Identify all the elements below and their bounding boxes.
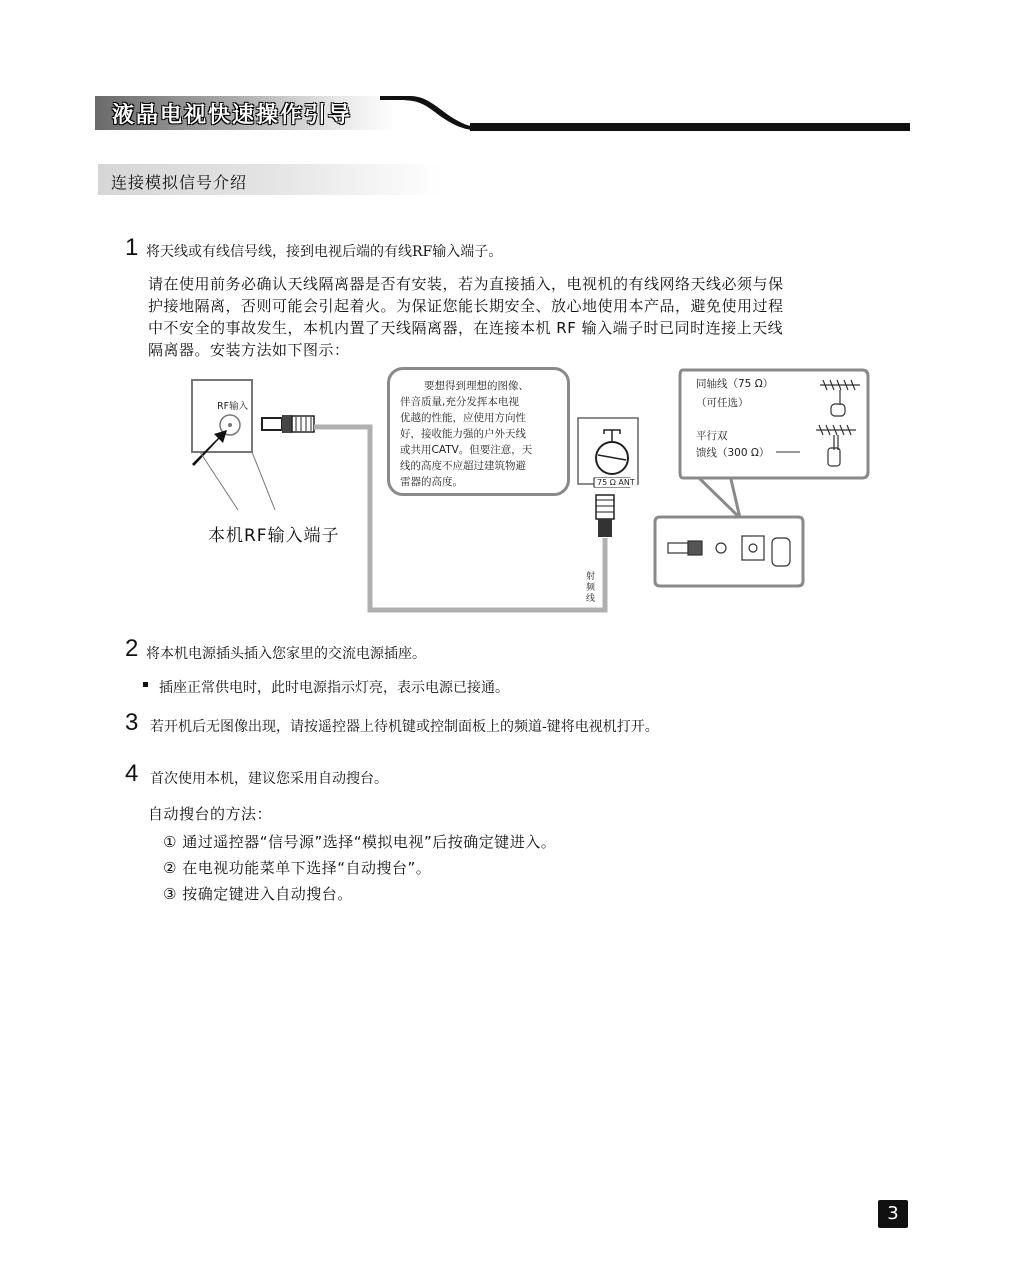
feeder-label: 馈线（300 Ω）: [696, 447, 770, 459]
bubble-line: 或共用CATV。但要注意，天: [400, 444, 533, 456]
paragraph-line: 隔离器。安装方法如下图示：: [148, 341, 350, 359]
bubble-line: 好，接收能力强的户外天线: [400, 428, 526, 440]
parallel-label: 平行双: [696, 430, 728, 442]
list-item: ③ 按确定键进入自动搜台。: [163, 885, 353, 903]
step-4-number: 4: [125, 760, 139, 787]
step-4-text: 首次使用本机，建议您采用自动搜台。: [150, 771, 388, 787]
page-title: 液晶电视快速操作引导: [112, 102, 353, 128]
step-3-text: 若开机后无图像出现，请按遥控器上待机键或控制面板上的频道-键将电视机打开。: [150, 719, 659, 735]
list-item: ① 通过遥控器“信号源”选择“模拟电视”后按确定键进入。: [163, 833, 557, 851]
step-1-text: 将天线或有线信号线，接到电视后端的有线RF输入端子。: [146, 244, 503, 260]
step-1-paragraph: [148, 273, 888, 361]
bubble-line: 伴音质量,充分发挥本电视: [400, 396, 519, 408]
paragraph-line: 中不安全的事故发生，本机内置了天线隔离器，在连接本机 RF 输入端子时已同时连接上天线: [148, 319, 784, 337]
coax-optional-label: （可任选）: [696, 397, 749, 409]
bubble-line: 线的高度不应超过建筑物避: [400, 460, 526, 472]
list-item: ② 在电视功能菜单下选择“自动搜台”。: [163, 859, 432, 877]
rf-port-label: RF输入: [217, 401, 249, 412]
bubble-line: 要想得到理想的图像、: [424, 380, 529, 392]
header-swoosh: [380, 92, 915, 134]
auto-search-title: 自动搜台的方法：: [148, 805, 273, 823]
rf-caption: 本机RF输入端子: [208, 526, 340, 546]
bubble-line: 雷器的高度。: [400, 476, 463, 488]
step-2-bullet: 插座正常供电时，此时电源指示灯亮，表示电源已接通。: [159, 680, 509, 696]
auto-search-steps: [163, 829, 556, 907]
step-2-number: 2: [125, 635, 139, 662]
step-3-number: 3: [125, 709, 139, 736]
page-number: 3: [878, 1200, 908, 1228]
step-2-text: 将本机电源插头插入您家里的交流电源插座。: [146, 646, 426, 662]
rf-plug: [262, 418, 282, 430]
tip-bubble-text: [400, 378, 562, 490]
rf-cable-label: 射频线: [586, 572, 596, 604]
bullet-icon: [143, 682, 148, 687]
paragraph-line: 护接地隔离，否则可能会引起着火。为保证您能长期安全、放心地使用本产品，避免使用过程: [148, 297, 784, 315]
paragraph-line: 请在使用前务必确认天线隔离器是否有安装，若为直接插入，电视机的有线网络天线必须与保: [148, 275, 784, 293]
ant-label: 75 Ω ANT: [597, 478, 635, 487]
coax-label: 同轴线（75 Ω）: [696, 378, 774, 390]
section-title: 连接模拟信号介绍: [111, 173, 248, 192]
bubble-line: 优越的性能，应使用方向性: [400, 412, 526, 424]
step-1-number: 1: [125, 234, 139, 261]
